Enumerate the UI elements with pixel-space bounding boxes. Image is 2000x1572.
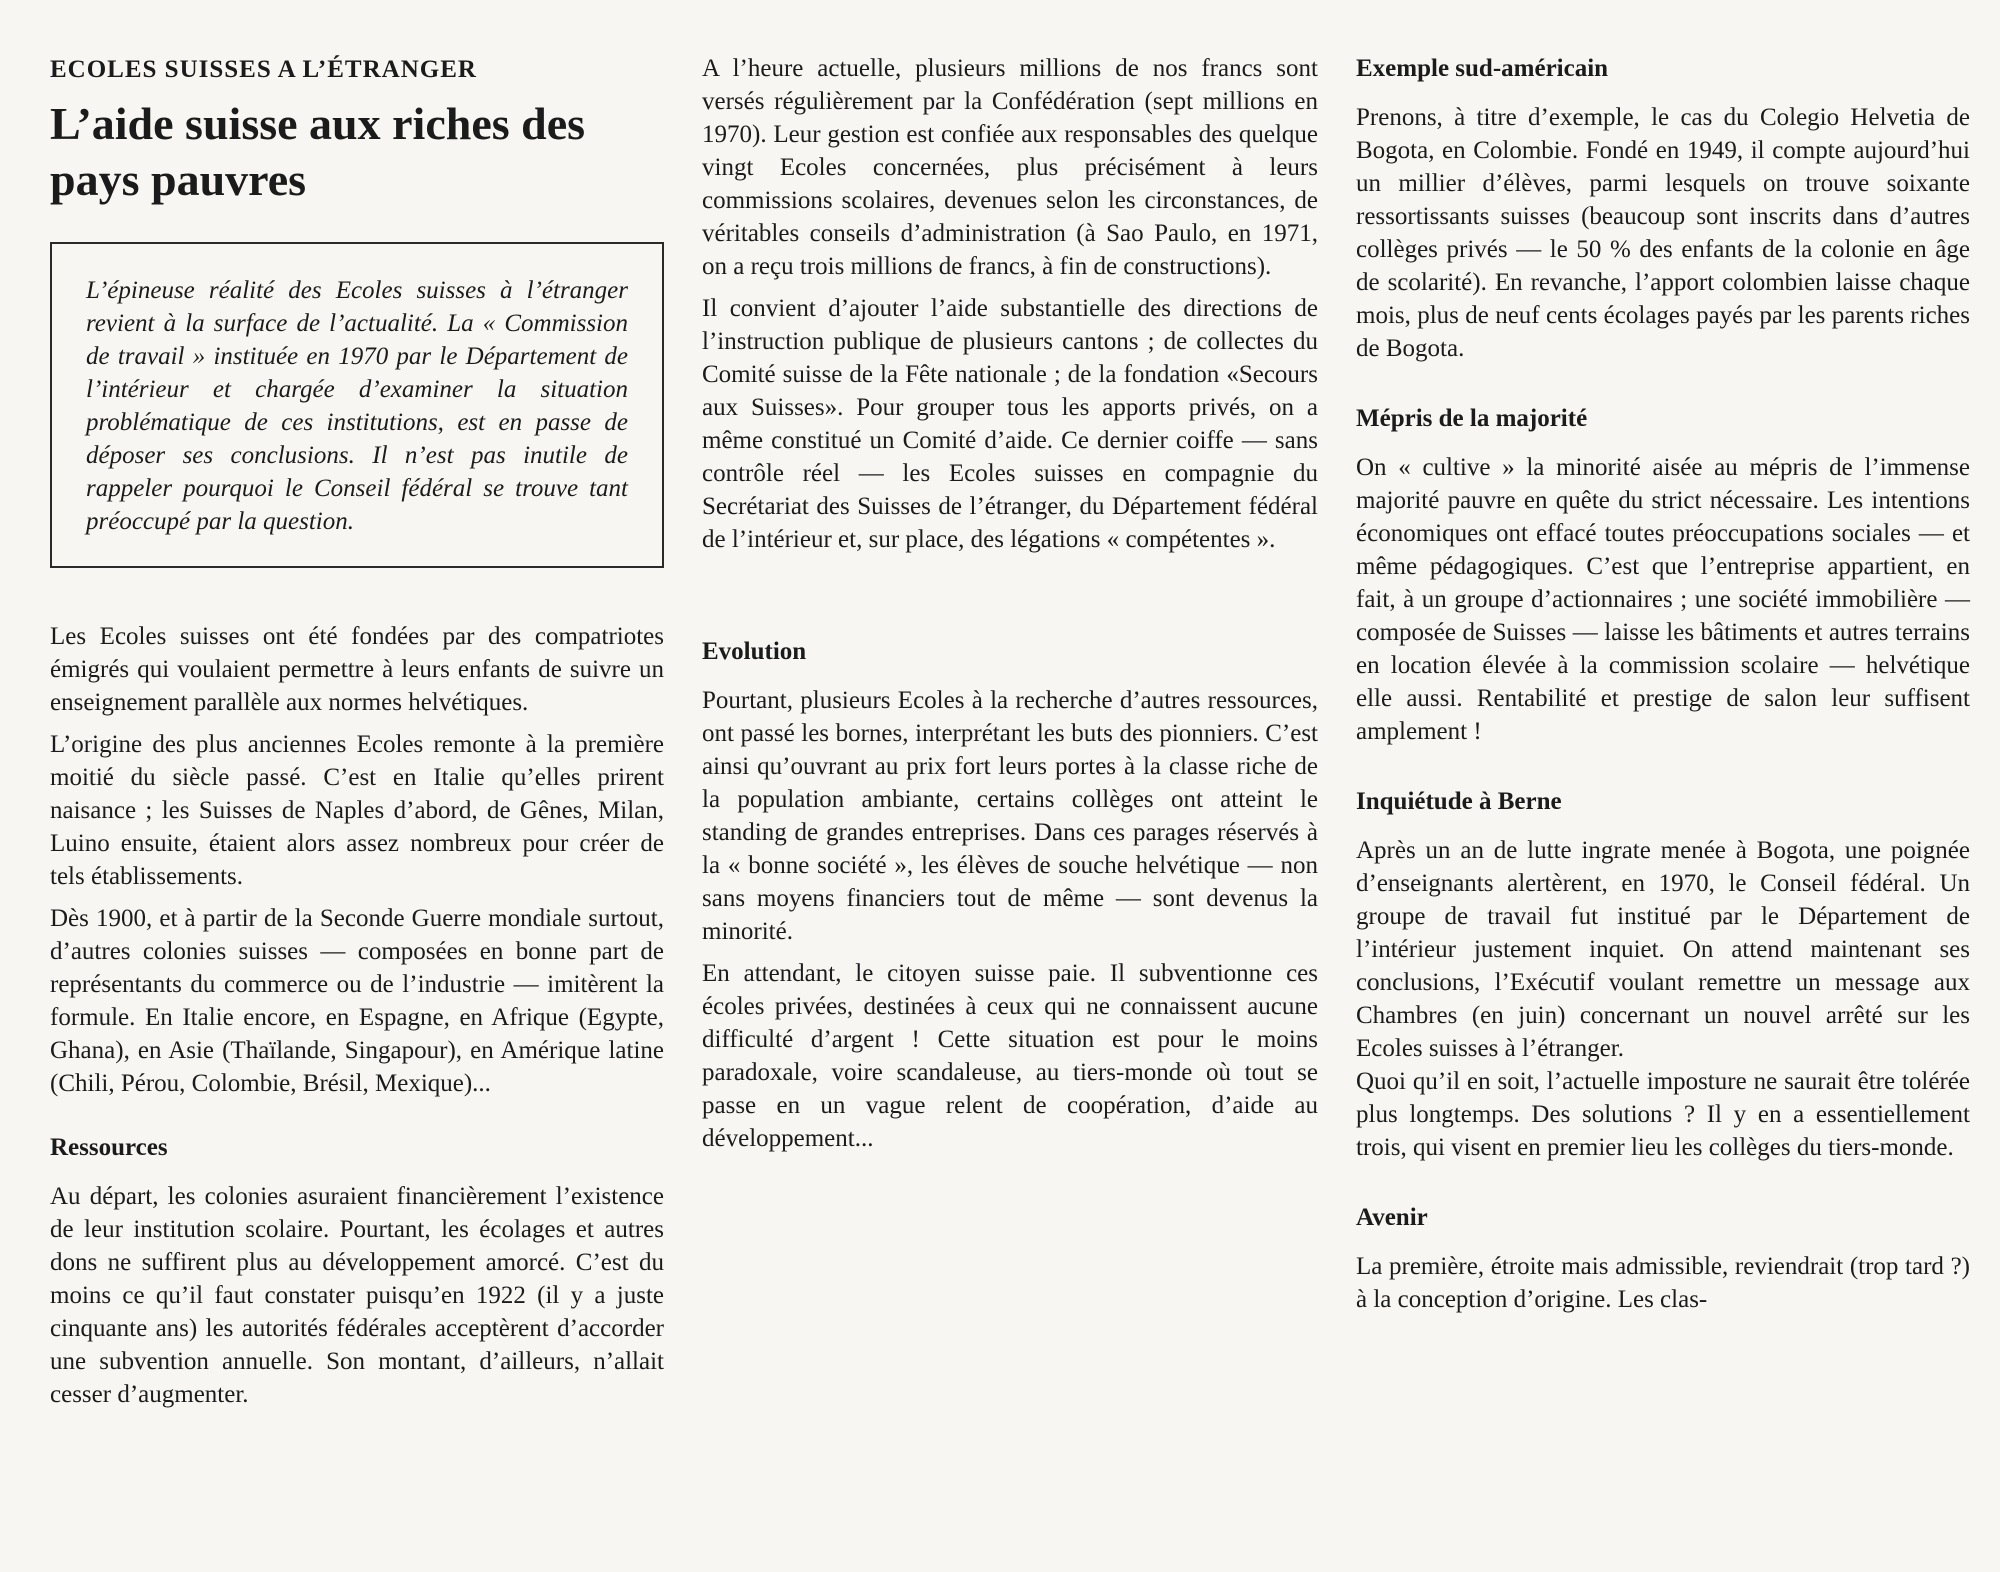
subhead-evolution: Evolution: [702, 638, 807, 665]
evolution-paragraph-2: En attendant, le citoyen suisse paie. Il subventionne ces écoles privées, destinées à ceux qui ne connaissent aucune difficulté d’argent ! Cette situation est pour le moins paradoxale, voire scandaleuse, au tiers-monde où tout se passe en un vague relent de coopération, d’aide au développement...: [702, 960, 1318, 1152]
mepris-paragraph-1: On « cultive » la minorité aisée au mépris de l’immense majorité pauvre en quête du strict nécessaire. Les intentions économiques ont effacé toutes préoccupations sociales — et même pédagogiques. C’est que l’entreprise appartient, en fait, à un groupe d’actionnaires ; une société immobilière — composée de Suisses — laisse les bâtiments et autres terrains en location élevée à la commission scolaire — helvétique elle aussi. Rentabilité et prestige de salon leur suffisent amplement !: [1356, 454, 1970, 745]
intro-paragraph-3: Dès 1900, et à partir de la Seconde Guerre mondiale surtout, d’autres colonies suisses — composées en bonne part de représentants du commerce ou de l’industrie — imitèrent la formule. En Italie encore, en Espagne, en Afrique (Egypte, Ghana), en Asie (Thaïlande, Singapour), en Amérique latine (Chili, Pérou, Colombie, Brésil, Mexique)...: [50, 905, 664, 1097]
column-1: [50, 52, 664, 1411]
exemple-paragraph-1: Prenons, à titre d’exemple, le cas du Colegio Helvetia de Bogota, en Colombie. Fondé en 1949, il compte aujourd’hui un millier d’élèves, parmi lesquels on trouve soixante ressortissants suisses (beaucoup sont inscrits dans d’autres collèges privés — le 50 % des enfants de la colonie en âge de scolarité). En revanche, l’apport colombien laisse chaque mois, plus de neuf cents écolages payés par les parents riches de Bogota.: [1356, 104, 1970, 362]
article-kicker: ECOLES SUISSES A L’ÉTRANGER: [50, 56, 477, 83]
ressources-paragraph-3: Il convient d’ajouter l’aide substantielle des directions de l’instruction publique de plusieurs cantons ; de collectes du Comité suisse de la Fête nationale ; de la fondation «Secours aux Suisses». Pour grouper tous les apports privés, on a même constitué un Comité d’aide. Ce dernier coiffe — sans contrôle réel — les Ecoles suisses en compagnie du Secrétariat des Suisses de l’étranger, du Département fédéral de l’intérieur et, sur place, des légations « compétentes ».: [702, 295, 1318, 553]
subhead-exemple: Exemple sud-américain: [1356, 55, 1609, 82]
column-2: [702, 52, 1318, 1164]
ressources-paragraph-2: A l’heure actuelle, plusieurs millions de nos francs sont versés régulièrement par la Confédération (sept millions en 1970). Leur gestion est confiée aux responsables des quelque vingt Ecoles concernées, plus précisément à leurs commissions scolaires, devenues selon les circonstances, de véritables conseils d’administration (à Sao Paulo, en 1971, on a reçu trois millions de francs, à fin de constructions).: [702, 55, 1318, 280]
column-3: [1356, 52, 1970, 1316]
avenir-paragraph-1: La première, étroite mais admissible, reviendrait (trop tard ?) à la conception d’origine. Les clas-: [1356, 1253, 1970, 1313]
lead-box: [50, 242, 664, 568]
intro-paragraph-1: Les Ecoles suisses ont été fondées par des compatriotes émigrés qui voulaient permettre à leurs enfants de suivre un enseignement parallèle aux normes helvétiques.: [50, 623, 664, 716]
lead-paragraph: L’épineuse réalité des Ecoles suisses à l’étranger revient à la surface de l’actualité. La « Commission de travail » instituée en 1970 par le Département de l’intérieur et chargée d’examiner la situation problématique de ces institutions, est en passe de déposer ses conclusions. Il n’est pas inutile de rappeler pourquoi le Conseil fédéral se trouve tant préoccupé par la question.: [86, 277, 628, 535]
subhead-mepris: Mépris de la majorité: [1356, 405, 1588, 432]
subhead-inquietude: Inquiétude à Berne: [1356, 788, 1562, 815]
inquietude-paragraph-2: Quoi qu’il en soit, l’actuelle imposture ne saurait être tolérée plus longtemps. Des solutions ? Il y en a essentiellement trois, qui visent en premier lieu les collèges du tiers-monde.: [1356, 1068, 1970, 1161]
article-headline: L’aide suisse aux riches des pays pauvres: [50, 98, 586, 205]
evolution-paragraph-1: Pourtant, plusieurs Ecoles à la recherche d’autres ressources, ont passé les bornes, interprétant les buts des pionniers. C’est ainsi qu’ouvrant au prix fort leurs portes à la classe riche de la population ambiante, certains collèges ont atteint le standing de grandes entreprises. Dans ces parages réservés à la « bonne société », les élèves de souche helvétique — non sans moyens financiers tout de même — sont devenus la minorité.: [702, 687, 1318, 945]
subhead-ressources: Ressources: [50, 1134, 168, 1161]
ressources-paragraph-1: Au départ, les colonies asuraient financièrement l’existence de leur institution scolaire. Pourtant, les écolages et autres dons ne suffirent plus au développement amorcé. C’est du moins ce qu’il faut constater puisqu’en 1922 (il y a juste cinquante ans) les autorités fédérales acceptèrent d’accorder une subvention annuelle. Son montant, d’ailleurs, n’allait cesser d’augmenter.: [50, 1183, 664, 1408]
intro-paragraph-2: L’origine des plus anciennes Ecoles remonte à la première moitié du siècle passé. C’est en Italie qu’elles prirent naisance ; les Suisses de Naples d’abord, de Gênes, Milan, Luino ensuite, étaient alors assez nombreux pour créer de tels établissements.: [50, 731, 664, 890]
subhead-avenir: Avenir: [1356, 1204, 1428, 1231]
inquietude-paragraph-1: Après un an de lutte ingrate menée à Bogota, une poignée d’enseignants alertèrent, en 1970, le Conseil fédéral. Un groupe de travail fut institué par le Département de l’intérieur justement inquiet. On attend maintenant ses conclusions, l’Exécutif voulant remettre un message aux Chambres (en juin) concernant un nouvel arrêté sur les Ecoles suisses à l’étranger.: [1356, 837, 1970, 1062]
